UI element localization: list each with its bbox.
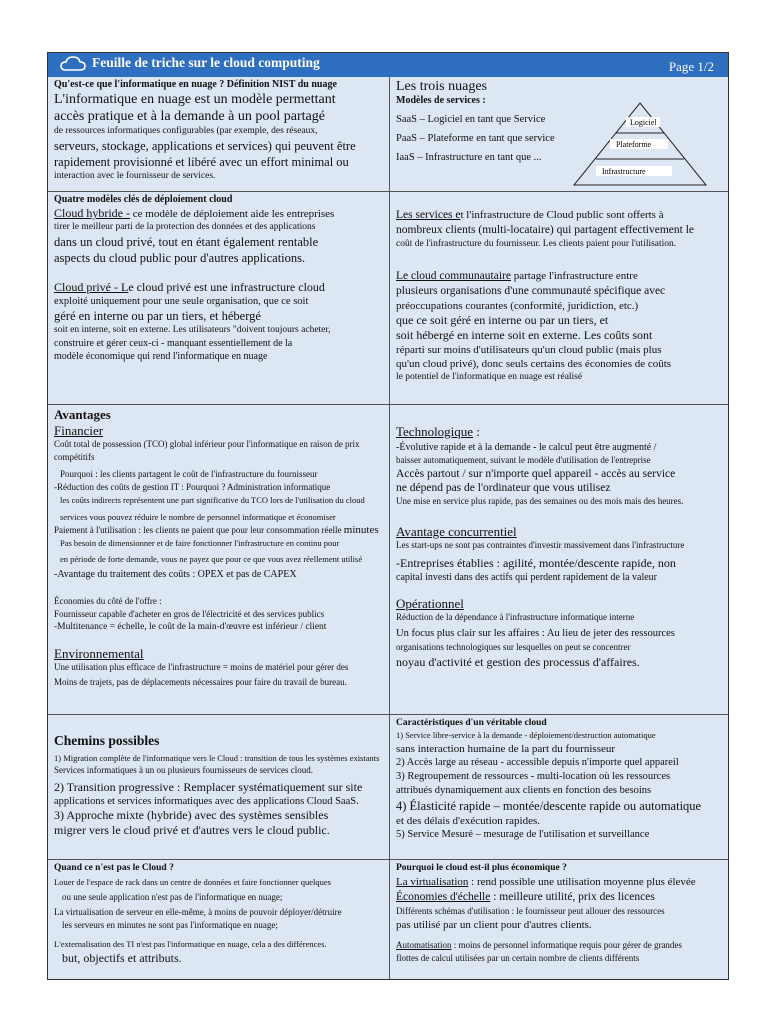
text-line: -Évolutive rapide et à la demande - le calcul peut être augmenté /: [396, 442, 657, 453]
operational-title: Opérationnel: [396, 596, 464, 611]
text-line: -Avantage du traitement des coûts : OPEX et pas de CAPEX: [54, 569, 297, 580]
text-line: ce modèle de déploiement aide les entreprises: [130, 208, 335, 220]
text-line: 5) Service Mesuré – mesurage de l'utilisation et surveillance: [396, 829, 650, 840]
text-line: soit en interne, soit en externe. Les utilisateurs "doivent toujours acheter,: [54, 325, 331, 335]
text-line: 3) Regroupement de ressources - multi-location où les ressources: [396, 771, 671, 782]
section-heading: Caractéristiques d'un véritable cloud: [396, 718, 547, 728]
text-line: t l'infrastructure de Cloud public sont offerts à: [460, 209, 664, 221]
deployment-models-section: [48, 192, 390, 405]
financial-title: Financier: [54, 423, 104, 438]
possible-paths-section: [48, 715, 390, 860]
text-line: ou une seule application n'est pas de l'informatique en nuage;: [62, 892, 283, 902]
private-cloud-title: Cloud privé - L: [54, 280, 129, 294]
section-subheading: Modèles de services :: [396, 95, 486, 106]
text-line: sans interaction humaine de la part du fournisseur: [396, 743, 616, 755]
text-line: coût de l'infrastructure du fournisseur. Les clients paient pour l'utilisation.: [396, 239, 677, 249]
virtualization-term: La virtualisation: [396, 876, 469, 888]
text-line: les serveurs en minutes ne sont pas l'informatique en nuage;: [62, 920, 278, 930]
text-line: baisser automatiquement, suivant le modèle d'utilisation de l'entreprise: [396, 455, 651, 465]
text-line: Fournisseur capable d'acheter en gros de l'électricité et des services publics: [54, 609, 325, 619]
text-line: géré en interne ou par un tiers, et hébergé: [54, 309, 261, 323]
saas-item: SaaS – Logiciel en tant que Service: [396, 114, 546, 125]
nist-definition-section: [48, 77, 390, 192]
economies-of-scale-term: Économies d'échelle: [396, 891, 491, 903]
text-line: Moins de trajets, pas de déplacements nécessaires pour faire du travail de bureau.: [54, 677, 347, 687]
text-line: accès pratique et à la demande à un pool partagé: [54, 109, 325, 124]
text-line: attribués dynamiquement aux clients en fonction des besoins: [396, 785, 652, 796]
text-line: Louer de l'espace de rack dans un centre de données et faire fonctionner quelques: [54, 877, 331, 887]
text-line: -Réduction des coûts de gestion IT : Pourquoi ? Administration informatique: [54, 482, 331, 492]
text-line: capital investi dans des actifs qui perdent rapidement de la valeur: [396, 572, 658, 583]
text-line: construire et gérer ceux-ci - manquant essentiellement de la: [54, 338, 293, 349]
cloud-icon: [60, 56, 86, 77]
text-line: La virtualisation de serveur en elle-même, à moins de pouvoir déployer/détruire: [54, 907, 342, 917]
text-line: services vous pouvez réduire le nombre de personnel informatique et économiser: [60, 512, 336, 522]
header-bar: [48, 53, 728, 77]
section-heading: Quatre modèles clés de déploiement cloud: [54, 194, 233, 205]
text-line: L'externalisation des TI n'est pas l'informatique en nuage, cela a des différences.: [54, 939, 327, 949]
text-line: soit hébergé en interne soit en externe. Les coûts sont: [396, 328, 653, 342]
text-line: rapidement provisionné et libéré avec un effort minimal ou: [54, 155, 349, 169]
section-heading: Les trois nuages: [396, 79, 487, 94]
section-heading: Pourquoi le cloud est-il plus économique ?: [396, 863, 567, 873]
text-line: tirer le meilleur parti de la protection des données et des applications: [54, 222, 316, 232]
text-line: ne dépend pas de l'ordinateur que vous utilisez: [396, 482, 611, 494]
text-line: dans un cloud privé, tout en étant également rentable: [54, 235, 319, 249]
economic-section: [390, 860, 728, 980]
advantages-right-section: [390, 405, 728, 715]
text-line: serveurs, stockage, applications et services) qui peuvent être: [54, 139, 356, 153]
text-line: de ressources informatiques configurables (par exemple, des réseaux,: [54, 126, 318, 136]
text-line: Un focus plus clair sur les affaires : Au lieu de jeter des ressources: [396, 628, 675, 639]
text-line: réparti sur moins d'utilisateurs qu'un cloud public (mais plus: [396, 344, 662, 356]
text-line: but, objectifs et attributs.: [62, 951, 182, 965]
text-line: Pas besoin de dimensionner et de faire fonctionner l'infrastructure en continu pour: [60, 538, 340, 548]
not-cloud-section: [48, 860, 390, 980]
pyramid-label-software: Logiciel: [630, 118, 657, 127]
text-line: nombreux clients (multi-locataire) qui partagent effectivement le: [396, 224, 695, 236]
section-heading: Qu'est-ce que l'informatique en nuage ? Définition NIST du nuage: [54, 79, 337, 90]
text-line: Pourquoi : les clients partagent le coût de l'infrastructure du fournisseur: [60, 469, 318, 479]
text-line: interaction avec le fournisseur de services.: [54, 171, 216, 181]
text-line: migrer vers le cloud privé et d'autres vers le cloud public.: [54, 823, 330, 837]
competitive-title: Avantage concurrentiel: [396, 524, 517, 539]
text-line: Différents schémas d'utilisation : le fournisseur peut allouer des ressources: [396, 906, 665, 916]
text-line: Coût total de possession (TCO) global inférieur pour l'informatique en raison de prix compétitifs: [54, 439, 360, 462]
environmental-title: Environnemental: [54, 646, 144, 661]
text-line: qu'un cloud privé), donc seuls certains des économies de coûts: [396, 358, 672, 370]
text-line: le potentiel de l'informatique en nuage est réalisé: [396, 372, 583, 382]
text-line: Accès partout / sur n'importe quel appareil - accès au service: [396, 468, 676, 480]
text-line: applications et services informatiques avec des applications Cloud SaaS.: [54, 796, 359, 807]
paas-item: PaaS – Plateforme en tant que service: [396, 133, 555, 144]
text-line: : meilleure utilité, prix des licences: [490, 891, 655, 903]
hybrid-cloud-title: Cloud hybride -: [54, 206, 130, 220]
public-community-cloud-section: [390, 192, 728, 405]
text-line: -Entreprises établies : agilité, montée/descente rapide, non: [396, 556, 676, 570]
text-line: : moins de personnel informatique requis pour gérer de grandes: [451, 940, 682, 950]
text-line: Réduction de la dépendance à l'infrastructure informatique interne: [396, 612, 635, 622]
advantages-section: [48, 405, 390, 715]
text-line: exploité uniquement pour une seule organisation, que ce soit: [54, 296, 309, 307]
text-line: Une mise en service plus rapide, pas des semaines ou des mois mais des heures.: [396, 496, 684, 506]
text-line: -Multitenance = échelle, le coût de la main-d'œuvre est inférieur / client: [54, 622, 327, 632]
page-number: Page 1/2: [668, 59, 714, 74]
text-line: 2) Accès large au réseau - accessible depuis n'importe quel appareil: [396, 757, 679, 768]
text-line: 4) Élasticité rapide – montée/descente rapide ou automatique: [396, 799, 702, 813]
text-line: aspects du cloud public pour d'autres applications.: [54, 251, 306, 265]
community-cloud-title: Le cloud communautaire: [396, 270, 511, 282]
text-line: les coûts indirects représentent une part significative du TCO lors de l'utilisation du cloud: [60, 495, 365, 505]
text-line: Une utilisation plus efficace de l'infrastructure = moins de matériel pour gérer des: [54, 662, 349, 672]
text-line: plusieurs organisations d'une communauté spécifique avec: [396, 285, 666, 297]
page-title: Feuille de triche sur le cloud computing: [92, 55, 320, 70]
text-line: organisations technologiques sur lesquelles on peut se concentrer: [396, 642, 631, 652]
characteristics-section: [390, 715, 728, 860]
text-line: minutes: [343, 524, 379, 536]
iaas-item: IaaS – Infrastructure en tant que ...: [396, 152, 542, 163]
three-clouds-section: [390, 77, 728, 192]
text-line: que ce soit géré en interne ou par un tiers, et: [396, 313, 609, 327]
text-line: : rend possible une utilisation moyenne plus élevée: [468, 876, 696, 888]
text-line: e cloud privé est une infrastructure cloud: [128, 280, 325, 294]
section-heading: Chemins possibles: [54, 733, 160, 748]
pyramid-label-infrastructure: Infrastructure: [602, 167, 646, 176]
text-line: pas utilisé par un client pour d'autres clients.: [396, 919, 592, 931]
text-line: partage l'infrastructure entre: [510, 270, 638, 282]
text-line: :: [473, 424, 480, 439]
text-line: et des délais d'exécution rapides.: [396, 815, 541, 827]
cheat-sheet: [47, 52, 729, 980]
text-line: noyau d'activité et gestion des processus d'affaires.: [396, 655, 640, 669]
text-line: Paiement à l'utilisation : les clients ne paient que pour leur consommation réelle: [54, 525, 342, 535]
automation-term: Automatisation: [396, 940, 452, 950]
section-heading: Quand ce n'est pas le Cloud ?: [54, 863, 174, 873]
text-line: Services informatiques à un ou plusieurs fournisseurs de services cloud.: [54, 765, 313, 775]
technological-title: Technologique: [396, 424, 474, 439]
text-line: Économies du côté de l'offre :: [54, 596, 162, 606]
text-line: 1) Service libre-service à la demande - déploiement/destruction automatique: [396, 730, 656, 740]
text-line: 1) Migration complète de l'informatique vers le Cloud : transition de tous les systèmes existants: [54, 753, 380, 763]
pyramid-label-platform: Plateforme: [616, 140, 652, 149]
text-line: 2) Transition progressive : Remplacer systématiquement sur site: [54, 780, 363, 794]
text-line: modèle économique qui rend l'informatique en nuage: [54, 351, 268, 362]
text-line: préoccupations courantes (conformité, juridiction, etc.): [396, 300, 639, 312]
service-model-pyramid: [570, 99, 710, 189]
text-line: flottes de calcul utilisées par un certain nombre de clients différents: [396, 953, 640, 963]
public-cloud-title: Les services e: [396, 209, 461, 221]
text-line: en période de forte demande, vous ne payez que pour ce que vous avez réellement utilisé: [60, 554, 363, 564]
text-line: L'informatique en nuage est un modèle permettant: [54, 92, 336, 107]
text-line: 3) Approche mixte (hybride) avec des systèmes sensibles: [54, 808, 329, 822]
section-heading: Avantages: [54, 407, 111, 422]
text-line: Les start-ups ne sont pas contraintes d'investir massivement dans l'infrastructure: [396, 540, 685, 550]
